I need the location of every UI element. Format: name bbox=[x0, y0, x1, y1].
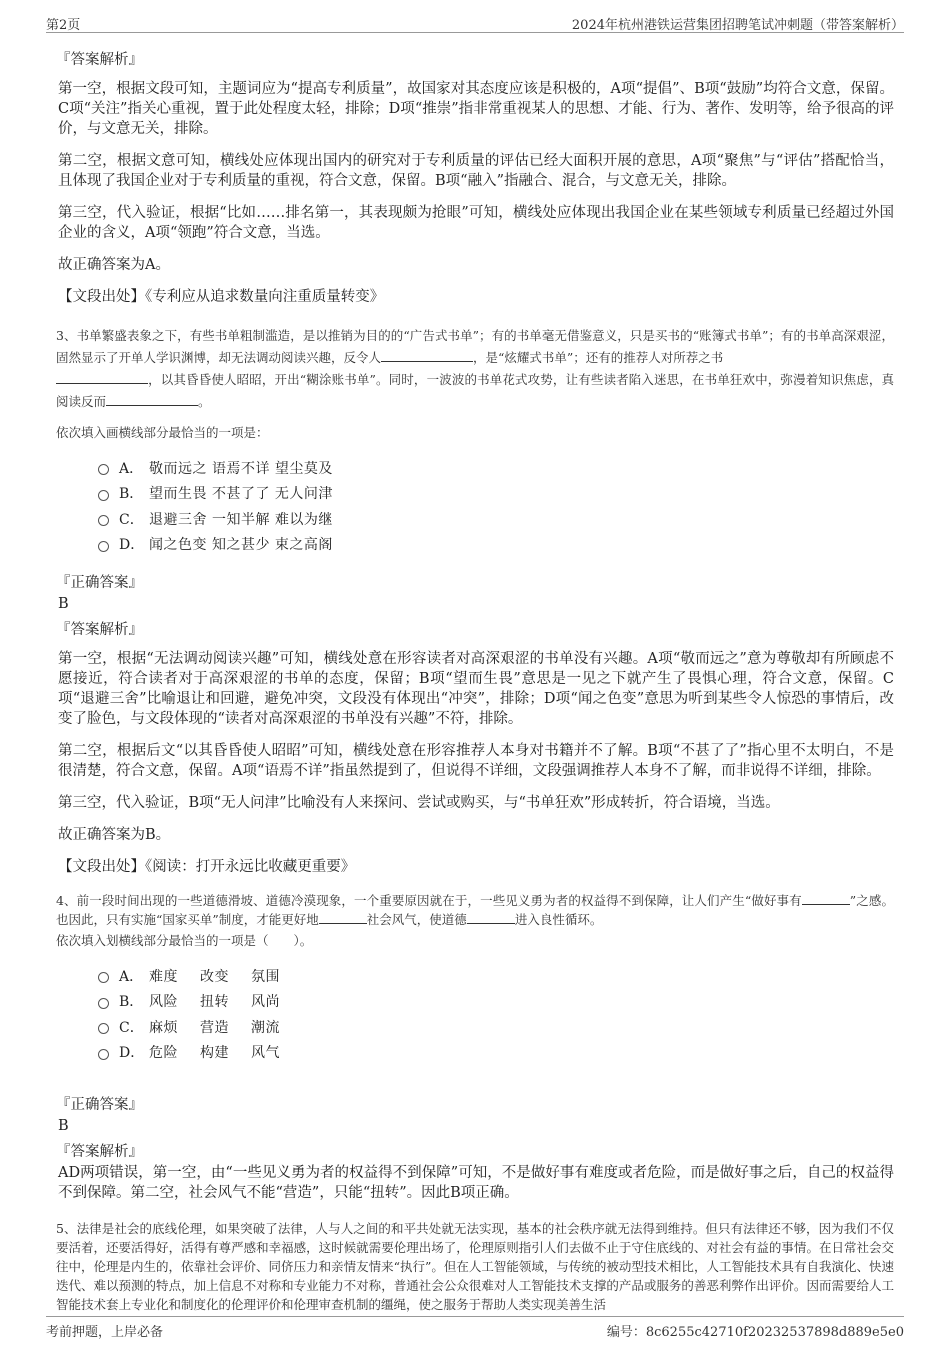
document-title: 2024年杭州港铁运营集团招聘笔试冲刺题（带答案解析） bbox=[571, 18, 904, 33]
option-c[interactable]: C． 退避三舍 一知半解 难以为继 bbox=[98, 506, 894, 532]
page-number: 第2页 bbox=[46, 18, 81, 33]
question-4-prompt: 依次填入划横线部分最恰当的一项是（ ）。 bbox=[56, 933, 313, 948]
radio-button[interactable] bbox=[98, 1049, 109, 1060]
answer-analysis-label: 『答案解析』 bbox=[56, 1144, 143, 1160]
page-header bbox=[46, 12, 904, 33]
analysis-paragraph: AD两项错误，第一空，由“一些见义勇为者的权益得不到保障”可知，不是做好事有难度或者危险，而是做好事之后，自己的权益得不到保障。第二空，社会风气不能“营造”，只能“扭转”。因此B项正确。 bbox=[58, 1165, 894, 1201]
fill-blank bbox=[319, 911, 367, 924]
option-c[interactable]: C． 麻烦 营造 潮流 bbox=[98, 1014, 894, 1040]
analysis-paragraph: 第三空，代入验证，B项“无人问津”比喻没有人来探问、尝试或购买，与“书单狂欢”形成转折，符合语境，当选。 bbox=[58, 795, 780, 811]
option-b[interactable]: B． 望而生畏 不甚了了 无人问津 bbox=[98, 481, 894, 507]
page-footer bbox=[46, 1316, 904, 1340]
correct-answer: B bbox=[58, 596, 69, 612]
answer-analysis-label: 『答案解析』 bbox=[56, 52, 143, 68]
correct-answer: B bbox=[58, 1118, 69, 1134]
radio-button[interactable] bbox=[98, 972, 109, 983]
analysis-paragraph: 第一空，根据文段可知，主题词应为“提高专利质量”，故国家对其态度应该是积极的，A项“提倡”、B项“鼓励”均符合文意，保留。C项“关注”指关心重视，置于此处程度太轻，排除；D项“推崇”指非常重视某人的思想、才能、行为、著作、发明等，给予很高的评价，与文意无关，排除。 bbox=[58, 81, 894, 137]
fill-blank bbox=[467, 911, 515, 924]
question-3-options bbox=[98, 455, 894, 557]
radio-button[interactable] bbox=[98, 464, 109, 475]
analysis-paragraph: 第三空，代入验证，根据“比如……排名第一，其表现颇为抢眼”可知，横线处应体现出我国企业在某些领域专利质量已经超过外国企业的含义，A项“领跑”符合文意，当选。 bbox=[58, 205, 894, 241]
analysis-conclusion: 故正确答案为A。 bbox=[58, 257, 170, 273]
option-b[interactable]: B． 风险 扭转 风尚 bbox=[98, 989, 894, 1015]
fill-blank bbox=[56, 371, 148, 384]
option-d[interactable]: D． 闻之色变 知之甚少 束之高阁 bbox=[98, 532, 894, 558]
option-d[interactable]: D． 危险 构建 风气 bbox=[98, 1040, 894, 1066]
radio-button[interactable] bbox=[98, 1023, 109, 1034]
source-citation: 【文段出处】《专利应从追求数量向注重质量转变》 bbox=[58, 289, 385, 305]
radio-button[interactable] bbox=[98, 490, 109, 501]
question-3-stem: 3、书单繁盛表象之下，有些书单粗制滥造，是以推销为目的的“广告式书单”；有的书单毫无借鉴意义，只是买书的“账簿式书单”；有的书单高深艰涩，固然显示了开单人学识渊博，却无法调动阅读兴趣，反令人 ，是“炫耀式书单”；还有的推荐人对所荐之书 ，以其昏昏使人昭昭，开出“糊涂账书单”。同时，一波波的书单花式攻势，让有些读者陷入迷思，在书单狂欢中，弥漫着知识焦虑，真阅读反而 。 bbox=[56, 328, 894, 409]
fill-blank bbox=[106, 393, 198, 406]
analysis-paragraph: 第二空，根据文意可知，横线处应体现出国内的研究对于专利质量的评估已经大面积开展的意思，A项“聚焦”与“评估”搭配恰当，且体现了我国企业对于专利质量的重视，符合文意，保留。B项“融入”指融合、混合，与文意无关，排除。 bbox=[58, 153, 894, 189]
question-4-stem: 4、前一段时间出现的一些道德滑坡、道德冷漠现象，一个重要原因就在于，一些见义勇为者的权益得不到保障，让人们产生“做好事有 ”之感。也因此，只有实施“国家买单”制度，才能更好地 社会风气，使道德 进入良性循环。 bbox=[56, 893, 894, 927]
question-3-prompt: 依次填入画横线部分最恰当的一项是： bbox=[56, 425, 269, 440]
correct-answer-label: 『正确答案』 bbox=[56, 1097, 143, 1113]
source-citation: 【文段出处】《阅读：打开永远比收藏更重要》 bbox=[58, 859, 356, 875]
page-content bbox=[56, 42, 894, 1324]
fill-blank bbox=[381, 349, 473, 362]
radio-button[interactable] bbox=[98, 998, 109, 1009]
analysis-paragraph: 第二空，根据后文“以其昏昏使人昭昭”可知，横线处意在形容推荐人本身对书籍并不了解。B项“不甚了了”指心里不太明白，不是很清楚，符合文意，保留。A项“语焉不详”指虽然提到了，但说得不详细，文段强调推荐人本身不了解，而非说得不详细，排除。 bbox=[58, 743, 894, 779]
fill-blank bbox=[802, 892, 850, 905]
option-a[interactable]: A． 难度 改变 氛围 bbox=[98, 963, 894, 989]
correct-answer-label: 『正确答案』 bbox=[56, 575, 143, 591]
analysis-conclusion: 故正确答案为B。 bbox=[58, 827, 171, 843]
question-5-stem: 5、法律是社会的底线伦理，如果突破了法律，人与人之间的和平共处就无法实现，基本的社会秩序就无法得到维持。但只有法律还不够，因为我们不仅要活着，还要活得好，活得有尊严感和幸福感，这时候就需要伦理出场了，伦理原则指引人们去做不止于守住底线的、对社会有益的事情。在日常社会交往中，伦理是内生的，依靠社会评价、同侪压力和亲情友情来“执行”。但在人工智能领域，与传统的被动型技术相比，人工智能技术具有自我演化、快速迭代、难以预测的特点，加上信息不对称和专业能力不对称，普通社会公众很难对人工智能技术支撑的产品或服务的善恶利弊作出评价。因而需要给人工智能技术套上专业化和制度化的伦理评价和伦理审查机制的缰绳，使之服务于帮助人类实现美善生活 bbox=[56, 1221, 894, 1312]
option-a[interactable]: A． 敬而远之 语焉不详 望尘莫及 bbox=[98, 455, 894, 481]
footer-slogan: 考前押题，上岸必备 bbox=[46, 1325, 164, 1340]
answer-analysis-label: 『答案解析』 bbox=[56, 622, 143, 638]
radio-button[interactable] bbox=[98, 515, 109, 526]
radio-button[interactable] bbox=[98, 541, 109, 552]
analysis-paragraph: 第一空，根据“无法调动阅读兴趣”可知，横线处意在形容读者对高深艰涩的书单没有兴趣。A项“敬而远之”意为尊敬却有所顾虑不愿接近，符合读者对于高深艰涩的书单的态度，保留；B项“望而生畏”意思是一见之下就产生了畏惧心理，符合文意，保留。C项“退避三舍”比喻退让和回避，避免冲突，文段没有体现出“冲突”，排除；D项“闻之色变”意思为听到某些令人惊恐的事情后，改变了脸色，与文段体现的“读者对高深艰涩的书单没有兴趣”不符，排除。 bbox=[58, 651, 894, 727]
document-code: 编号：8c6255c42710f20232537898d889e5e0 bbox=[606, 1325, 904, 1340]
question-4-options bbox=[98, 963, 894, 1065]
